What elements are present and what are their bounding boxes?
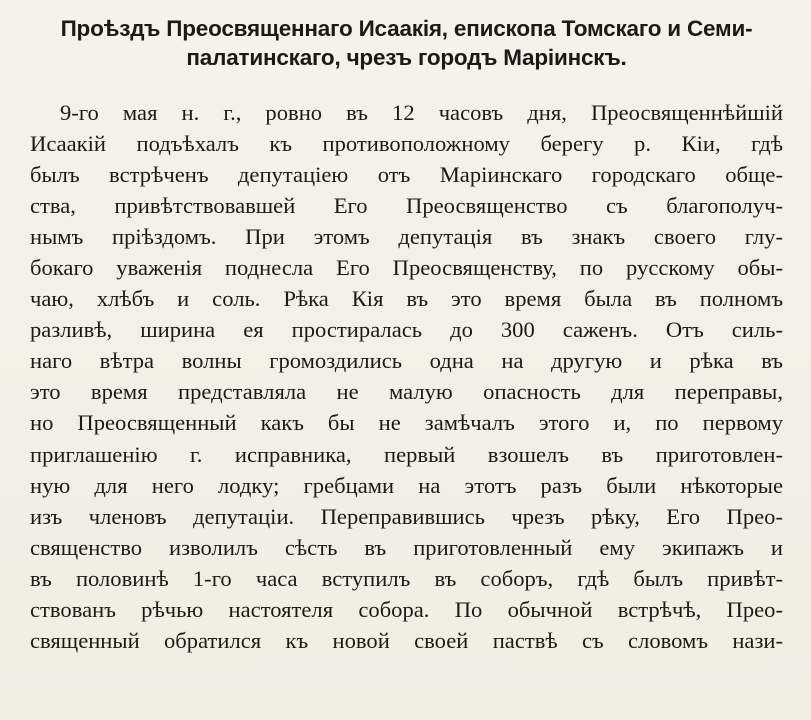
body-line: но Преосвященный какъ бы не замѣчалъ этого и, по первому [30, 410, 783, 436]
body-line: приглашенію г. исправника, первый взошелъ въ приготовлен- [30, 441, 783, 467]
body-line: былъ встрѣченъ депутаціею отъ Маріинскаго городскаго обще- [30, 162, 783, 188]
body-line: ства, привѣтствовавшей Его Преосвященство съ благополуч- [30, 193, 783, 219]
body-line: ствованъ рѣчью настоятеля собора. По обычной встрѣчѣ, Прео- [30, 596, 783, 622]
body-line: разливѣ, ширина ея простиралась до 300 саженъ. Отъ силь- [30, 317, 783, 343]
body-line: чаю, хлѣбъ и соль. Рѣка Кія въ это время была въ полномъ [30, 286, 783, 312]
body-line: священный обратился къ новой своей паствѣ съ словомъ нази- [30, 627, 783, 653]
body-line: 9-го мая н. г., ровно въ 12 часовъ дня, Преосвященнѣйшій [60, 100, 783, 125]
body-line: бокаго уваженія поднесла Его Преосвященству, по русскому обы- [30, 255, 783, 281]
article-title [30, 14, 783, 72]
title-line-2: палатинскаго, чрезъ городъ Маріинскъ. [186, 45, 627, 70]
title-line-1: Проѣздъ Преосвященнаго Исаакія, епископа Томскаго и Семи- [60, 16, 753, 41]
article-body [30, 97, 783, 656]
body-line: нымъ пріѣздомъ. При этомъ депутація въ знакъ своего глу- [30, 224, 783, 250]
body-line: изъ членовъ депутаціи. Переправившись чрезъ рѣку, Его Прео- [30, 503, 783, 529]
body-line: священство изволилъ сѣсть въ приготовленный ему экипажъ и [30, 534, 783, 560]
body-line: въ половинѣ 1-го часа вступилъ въ соборъ, гдѣ былъ привѣт- [30, 565, 783, 591]
body-line: ную для него лодку; гребцами на этотъ разъ были нѣкоторые [30, 472, 783, 498]
body-line: это время представляла не малую опасность для переправы, [30, 379, 783, 405]
body-line: Исаакій подъѣхалъ къ противоположному берегу р. Кіи, гдѣ [30, 131, 783, 157]
body-line: наго вѣтра волны громоздились одна на другую и рѣка въ [30, 348, 783, 374]
